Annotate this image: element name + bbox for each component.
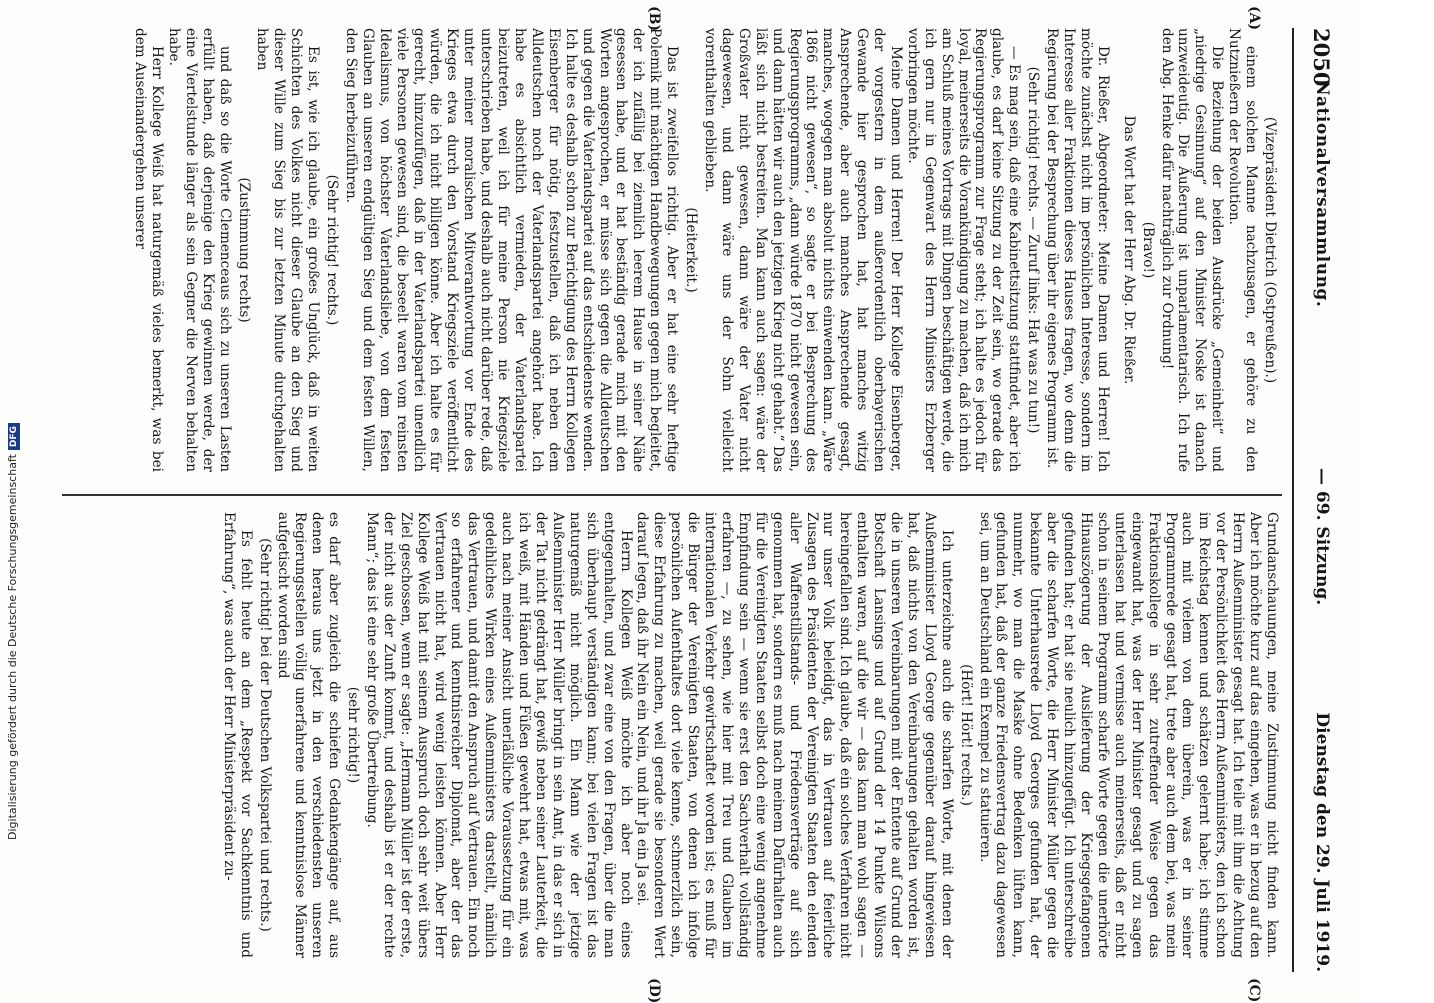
interjection: (Zustimmung rechts) — [235, 177, 252, 323]
publication-title: Nationalversammlung. — [1312, 80, 1332, 308]
paragraph: Meine Damen und Herren! Der Herr Kollege Eisenberger, der vorgestern in dem außerordentlich oberbayerischen Gewande hier gesprochen hat, hat manches witzig Ansprechende, aber auch manches Ansprechende gesagt, manches, wogegen man absolut nichts einwenden kann. „Wäre 1866 nicht gewesen“, so sagte er bei Besprechung des Regierungsprogramms, „dann würde 1870 nicht gewesen sein, und dann hätten wir auch den jetzigen Krieg nicht gehabt.“ Das läßt sich nicht bestreiten. Man kann auch sagen: wäre der Großvater nicht gewesen, dann wäre der Vater nicht dagewesen, und dann wäre uns der Sohn vielleicht vorenthalten geblieben. — [702, 28, 904, 472]
margin-mark-a: (A) — [1246, 6, 1262, 31]
paragraph: Es fehlt heute an dem „Respekt vor Sachkenntnis und Erfahrung“, was auch der Herr Ministerpräsident zu- — [220, 512, 254, 958]
digitization-credit — [6, 0, 26, 840]
paragraph: — Es mag sein, daß eine Kabinettsitzung stattfindet, aber ich glaube, es darf keine Sitzung zu der Zeit sein, wo gerade das Regierungsprogramm zur Frage steht; ich halte es jedoch für loyal, meinerseits die Vorankündigung zu machen, daß ich mich am Schluß meines Vortrags mit Dingen beschäftigen werde, die ich gern nur in Gegenwart des Herrn Ministers Erzberger vorbringen möchte. — [904, 28, 1023, 472]
margin-mark-b: (B) — [646, 6, 662, 32]
dfg-logo: DFG — [8, 423, 20, 450]
margin-mark-c: (C) — [1246, 978, 1262, 1003]
paragraph: Das ist zweifellos richtig. Aber er hat eine sehr heftige Polemik mit mächtigen Handbewegungen gegen mich begleitet, der ich zufällig bei ziemlich leerem Hause in seiner Nähe gesessen habe, und er hat beständig gerade mich mit den Worten angesprochen, er müsse sich gegen die Alldeutschen und gegen die Vaterlandspartei auf das entschiedenste wenden. Ich halte es deshalb schon zur Berichtigung des Herrn Kollegen Eisenberger für nötig, festzustellen, daß ich neben dem Alldeutschen noch der Vaterlandspartei angehört habe. Ich habe es absichtlich vermieden, der Vaterlandspartei beizutreten, weil ich für meine Person nie Kriegsziele unterschrieben habe, und deshalb auch nicht darüber rede, daß unter meiner moralischen Mitverantwortung vor Ende des Krieges etwa durch den Vorstand Kriegsziele veröffentlicht würden, die ich nicht billigen könne. Aber ich halte es für gerecht, hinzuzufügen, daß in der Vaterlandspartei unendlich viele Personen gewesen sind, die beseelt waren vom reinsten Idealismus, von höchster Vaterlandsliebe, von dem festen Glauben an unseren endgültigen Sieg und dem festen Willen, den Sieg herbeizuführen. — [342, 28, 681, 472]
paragraph: und daß so die Worte Clemenceaus sich zu unseren Lasten erfüllt haben, daß derjenige den Krieg gewinnen werde, der eine Viertelstunde länger als sein Gegner die Nerven behalten habe. — [165, 28, 233, 472]
paragraph: Es ist, wie ich glaube, ein großes Unglück, daß in weiten Schichten des Volkes nicht dieser Glaube an den Sieg und dieser Wille zum Sieg bis zur letzten Minute durchgehalten haben — [254, 28, 322, 472]
right-column — [64, 512, 1280, 958]
left-column — [64, 28, 1280, 472]
interjection: (sehr richtig!) — [345, 686, 362, 784]
paragraph: Ich unterzeichne auch die scharfen Worte, mit denen der Außenminister Lloyd George gegenüber darauf hingewiesen hat, daß nichts von den Vereinbarungen gehalten worden ist, die in unseren Vereinbarungen mit der Entente auf Grund der Botschaft Lansings und auf Grund der 14 Punkte Wilsons enthalten waren, auf die wir — das kann man wohl sagen — hereingefallen sind. Ich glaube, daß ein solches Verfahren nicht nur unser Volk beleidigt, das in Vertrauen auf feierliche Zusagen des Präsidenten der Vereinigten Staaten den elenden aller Waffenstillstands- und Friedensverträge auf sich genommen hat, sondern es muß nach meinem Dafürhalten auch für die Vereinigten Staaten selbst doch eine wenig angenehme Empfindung sein — wenn sie erst den Sachverhalt vollständig erfahren —, zu sehen, wie hier mit Treu und Glauben im internationalen Verkehr gewirtschaftet worden ist; es muß für die Bürger der Vereinigten Staaten, von denen ich infolge persönlichen Aufenthaltes dort viele kenne, schmerzlich sein, diese Erfahrung zu machen, weil gerade sie besonderen Wert darauf legen, daß ihr Nein ein Nein, und ihr Ja ein Ja sei. — [634, 512, 955, 958]
speaker-call: Das Wort hat der Herr Abg. Dr. Rießer. — [1120, 115, 1137, 385]
paragraph: einem solchen Manne nachzusagen, er gehöre zu den Nutznießern der Revolution. — [1226, 28, 1260, 472]
credit-text: Digitalisierung gefördert durch die Deutsche Forschungsgemeinschaft — [6, 454, 19, 840]
speaker-tag: (Vizepräsident Dietrich (Ostpreußen).) — [1262, 116, 1278, 384]
interjection: (Bravo!) — [1139, 221, 1156, 279]
interjection: (Sehr richtig! bei der Deutschen Volkspartei und rechts.) — [256, 538, 273, 932]
interjection: (Heiterkeit.) — [683, 207, 700, 293]
interjection: (Hört! Hört! rechts.) — [957, 664, 974, 806]
page-number: 2050 — [1309, 28, 1334, 87]
paragraph: es darf aber zugleich die schiefen Gedankengänge auf, aus denen heraus uns jetzt in den verschiedensten unseren Regierungsstellen völlig unerfahrene und kenntnislose Männer aufgetischt worden sind — [275, 512, 343, 958]
paragraph: Herr Kollege Weiß hat naturgemäß vieles bemerkt, was bei dem Auseinandergehen unserer — [132, 28, 165, 472]
margin-mark-d: (D) — [646, 978, 662, 1003]
interjection: (Sehr richtig! rechts.) — [324, 174, 341, 326]
paragraph: Herrn Kollegen Weiß möchte ich aber noch eines entgegenhalten, und zwar eine von den Fragen, über die man sich überhaupt verständigen kann; bei vielen Fragen ist das naturgemäß nicht möglich. Ein Mann wie der jetzige Außenminister Herr Müller bringt in sein Amt, in das er sich in der Tat nicht gedrängt hat, gewiß neben seiner Lauterkeit, die ich weiß, mit Händen und Füßen gewehrt hat, etwas mit, was auch nach meiner Ansicht unerläßliche Voraussetzung für ein gedeihliches Wirken eines Außenministers darstellt, nämlich das Vertrauen, und damit den Anspruch auf Vertrauen. Ein noch so erfahrener und kenntnisreicher Diplomat, aber der das Vertrauen nicht hat, wird wenig leisten können. Aber Herr Kollege Weiß hat mit seinem Ausspruch doch sehr weit übers Ziel geschossen, wenn er sagte: „Hermann Müller ist der erste, der nicht aus der Zunft kommt, und deshalb ist er der rechte Mann“; das ist eine sehr große Übertreibung. — [363, 512, 634, 958]
session-date: Dienstag den 29. Juli 1919. — [1312, 712, 1332, 972]
paragraph: Dr. Rießer, Abgeordneter: Meine Damen und Herren! Ich möchte zunächst nicht im persönlichen Interesse, sondern im Interesse aller Fraktionen dieses Hauses fragen, wo denn die Regierung bei der Besprechung über ihr eigenes Programm ist. — [1044, 28, 1111, 472]
paragraph: Die Beziehung der beiden Ausdrücke „Gemeinheit“ und „niedrige Gesinnung“ auf den Minister Noske ist danach unzweideutig. Die Äußerung ist unparlamentarisch. Ich rufe den Abg. Henke dafür nachträglich zur Ordnung! — [1158, 28, 1226, 472]
column-divider — [62, 494, 1282, 496]
paragraph: Grundanschauungen, meine Zustimmung nicht finden kann. Aber ich möchte kurz auf das eingehen, was er in bezug auf den Herrn Außenminister gesagt hat. Ich teile mit ihm die Achtung vor der Persönlichkeit des Herrn Außenministers, den ich schon im Reichstag kennen und schätzen gelernt habe; ich stimme auch mit vielem von dem überein, was er in seiner Programmrede gesagt hat, trete aber auch dem bei, was mein Fraktionskollege in sehr zutreffender Weise gegen das eingewandt hat, was der Herr Minister gesagt und zu sagen unterlassen hat und vermisse auch meinerseits, daß er nicht schon in seinem Programm scharfe Worte gegen die unerhörte Hinauszögerung der Auslieferung der Kriegsgefangenen gefunden hat; er hat sie neulich hinzugefügt. Ich unterschreibe aber die scharfen Worte, die Herr Minister Müller gegen die bekannte Unterhausrede Lloyd Georges gefunden hat, der nunmehr, wo man die Maske ohne Bedenken lüften kann, gefunden hat, daß der ganze Friedensvertrag dazu dagewesen sei, um an Deutschland ein Exempel zu statuieren. — [976, 512, 1280, 958]
interjection: (Sehr richtig! rechts. — Zuruf links: Hat was zu tun!) — [1025, 66, 1042, 434]
session-label: — 69. Sitzung. — [1312, 468, 1332, 606]
page-header — [1292, 28, 1348, 972]
header-rule — [1292, 28, 1294, 972]
